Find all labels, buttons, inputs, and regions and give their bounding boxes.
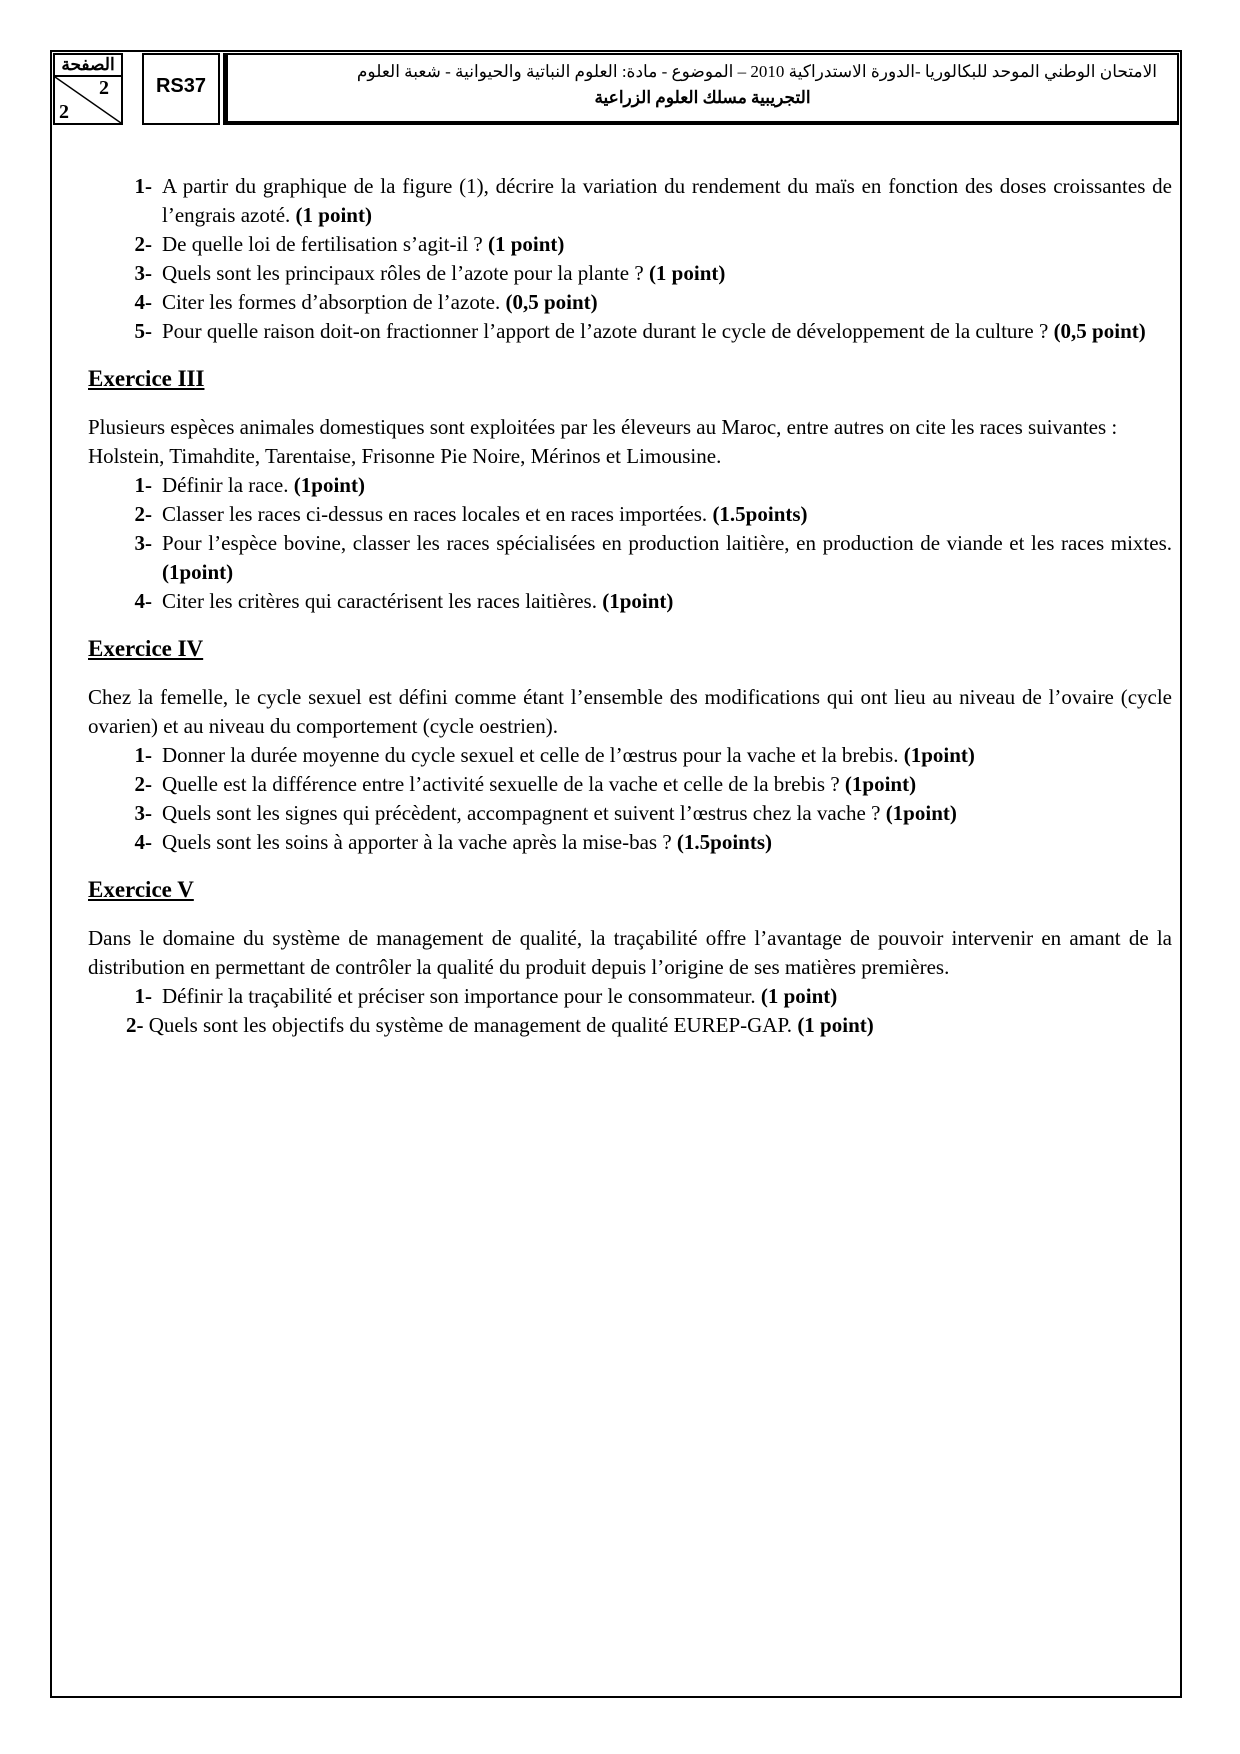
exercise4-intro: Chez la femelle, le cycle sexuel est défini comme étant l’ensemble des modifications qui ont lieu au niveau de l’ovaire (cycle ovarien) et au niveau du comportement (cycle oestrien). xyxy=(88,685,1172,738)
exercise3-intro: Plusieurs espèces animales domestiques sont exploitées par les éleveurs au Maroc, entre autres on cite les races suivantes : xyxy=(88,415,1118,439)
question-item: 2- Quels sont les objectifs du système de management de qualité EUREP-GAP. (1 point) xyxy=(126,1013,874,1037)
question-item: 2- De quelle loi de fertilisation s’agit-il ? (1 point) xyxy=(134,232,565,256)
exercise4-questions xyxy=(88,741,1172,857)
question-item: 2- Classer les races ci-dessus en races locales et en races importées. (1.5points) xyxy=(134,502,808,526)
page-current: 2 xyxy=(99,77,109,99)
question-item: 2- Quelle est la différence entre l’activité sexuelle de la vache et celle de la brebis ? (1point) xyxy=(134,772,917,796)
page-number-box xyxy=(53,53,123,125)
exercise3-title: Exercice III xyxy=(88,366,205,391)
question-item: 4- Citer les formes d’absorption de l’azote. (0,5 point) xyxy=(134,290,598,314)
question-item: 3- Pour l’espèce bovine, classer les races spécialisées en production laitière, en production de viande et les races mixtes. (1point) xyxy=(134,531,1172,584)
question-item: 4- Citer les critères qui caractérisent les races laitières. (1point) xyxy=(134,589,674,613)
question-item: 1- Définir la traçabilité et préciser son importance pour le consommateur. (1 point) xyxy=(134,984,838,1008)
question-item: 3- Quels sont les principaux rôles de l’azote pour la plante ? (1 point) xyxy=(134,261,726,285)
exercise4-title: Exercice IV xyxy=(88,636,204,661)
subject-code: RS37 xyxy=(142,53,220,125)
page-header xyxy=(53,53,1179,127)
exercise3-questions xyxy=(88,471,1172,616)
exam-title-line1: الامتحان الوطني الموحد للبكالوريا -الدورة الاستدراكية 2010 – الموضوع - مادة: العلوم النباتية والحيوانية - شعبة العلوم xyxy=(356,62,1157,81)
question-item: 5- Pour quelle raison doit-on fractionner l’apport de l’azote durant le cycle de développement de la culture ? (0,5 point) xyxy=(134,319,1146,343)
exam-content xyxy=(88,172,1172,1040)
question-item: 3- Quels sont les signes qui précèdent, accompagnent et suivent l’œstrus chez la vache ? (1point) xyxy=(134,801,957,825)
exercise5-title: Exercice V xyxy=(88,877,194,902)
question-item: 1- Donner la durée moyenne du cycle sexuel et celle de l’œstrus pour la vache et la brebis. (1point) xyxy=(134,743,975,767)
page-total: 2 xyxy=(59,101,69,123)
exercise3-races: Holstein, Timahdite, Tarentaise, Frisonne Pie Noire, Mérinos et Limousine. xyxy=(88,444,722,468)
exercise5-questions xyxy=(88,982,1172,1040)
question-item: 1- A partir du graphique de la figure (1), décrire la variation du rendement du maïs en fonction des doses croissantes de l’engrais azoté. (1 point) xyxy=(134,174,1172,227)
exam-title-box xyxy=(223,53,1179,125)
question-item: 1- Définir la race. (1point) xyxy=(134,473,365,497)
exam-title-line2: التجريبية مسلك العلوم الزراعية xyxy=(594,88,811,107)
exercise5-intro: Dans le domaine du système de management de qualité, la traçabilité offre l’avantage de pouvoir intervenir en amant de la distribution en permettant de contrôler la qualité du produit depuis l’origine de ses matières premières. xyxy=(88,926,1172,979)
exercise2-questions xyxy=(88,172,1172,346)
page-label: الصفحة xyxy=(55,55,121,77)
question-item: 4- Quels sont les soins à apporter à la vache après la mise-bas ? (1.5points) xyxy=(134,830,773,854)
